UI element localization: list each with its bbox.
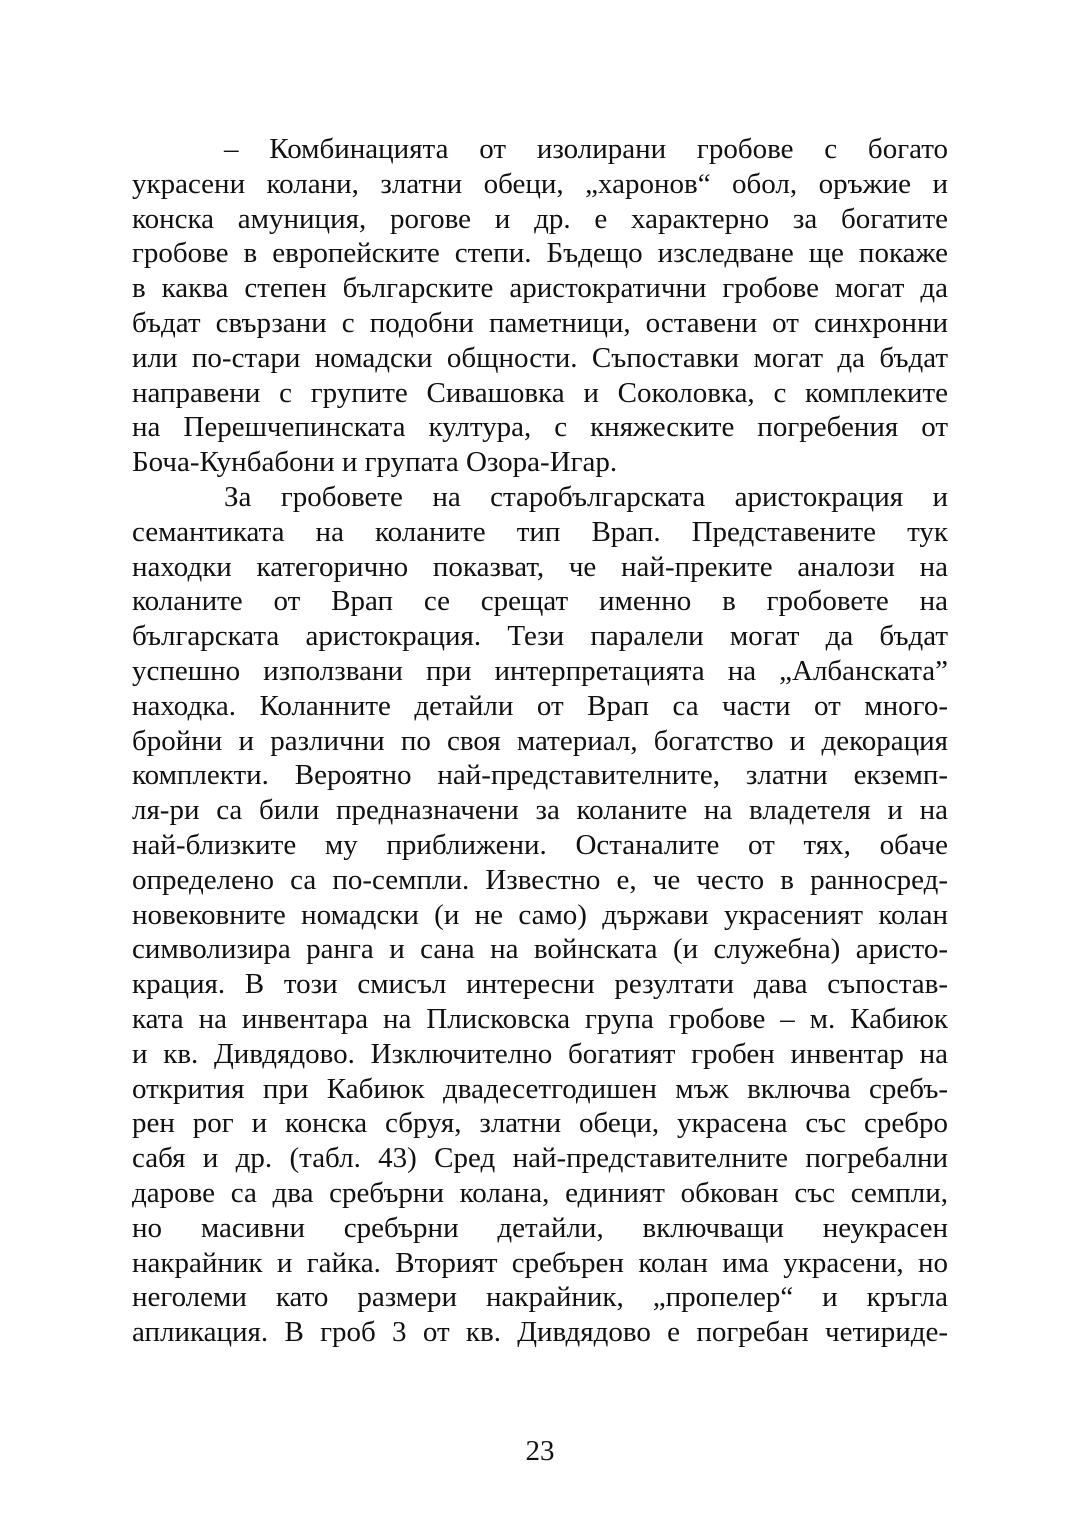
text-line: украсени колани, златни обеци, „харонов“ обол, оръжие и bbox=[132, 167, 948, 200]
text-line: За гробовете на старобългарската аристокрация и bbox=[224, 480, 948, 513]
text-line: и кв. Дивдядово. Изключително богатият гробен инвентар на bbox=[132, 1037, 948, 1070]
text-line: най-близките му приближени. Останалите от тях, обаче bbox=[132, 828, 948, 861]
text-line: ката на инвентара на Плисковска група гробове – м. Кабиюк bbox=[132, 1002, 948, 1035]
body-text bbox=[132, 132, 948, 1350]
text-line: Боча-Кунбабони и групата Озора-Игар. bbox=[132, 446, 618, 479]
text-line: рен рог и конска сбруя, златни обеци, украсена със сребро bbox=[132, 1107, 948, 1140]
text-line: находка. Коланните детайли от Врап са части от много- bbox=[132, 689, 948, 722]
page-number: 23 bbox=[525, 1435, 555, 1467]
text-line: конска амуниция, рогове и др. е характерно за богатите bbox=[132, 202, 948, 235]
text-line: ля-ри са били предназначени за коланите на владетеля и на bbox=[132, 794, 948, 827]
text-line: дарове са два сребърни колана, единият обкован със семпли, bbox=[132, 1176, 948, 1209]
text-line: – Комбинацията от изолирани гробове с богато bbox=[224, 133, 948, 165]
text-line: крация. В този смисъл интересни резултати дава съпостав- bbox=[132, 968, 948, 1001]
text-line: на Перешчепинската култура, с княжеските погребения от bbox=[132, 411, 948, 444]
text-line: бъдат свързани с подобни паметници, оставени от синхронни bbox=[132, 306, 948, 339]
text-line: бройни и различни по своя материал, богатство и декорация bbox=[132, 724, 948, 757]
text-line: новековните номадски (и не само) държави украсеният колан bbox=[132, 898, 948, 931]
text-line: накрайник и гайка. Вторият сребърен колан има украсени, но bbox=[132, 1246, 948, 1279]
text-line: семантиката на коланите тип Врап. Представените тук bbox=[132, 515, 948, 548]
text-line: или по-стари номадски общности. Съпоставки могат да бъдат bbox=[132, 341, 948, 374]
text-line: коланите от Врап се срещат именно в гробовете на bbox=[132, 585, 948, 618]
text-line: гробове в европейските степи. Бъдещо изследване ще покаже bbox=[132, 237, 948, 270]
text-line: комплекти. Вероятно най-представителните, златни екземп- bbox=[132, 759, 948, 792]
text-line: българската аристокрация. Тези паралели могат да бъдат bbox=[132, 620, 948, 653]
text-line: неголеми като размери накрайник, „пропелер“ и кръгла bbox=[132, 1281, 948, 1314]
text-line: в каква степен българските аристократични гробове могат да bbox=[132, 272, 948, 305]
text-line: успешно използвани при интерпретацията на „Албанската” bbox=[132, 654, 948, 687]
text-line: находки категорично показват, че най-преките аналози на bbox=[132, 550, 948, 583]
text-line: символизира ранга и сана на войнската (и служебна) аристо- bbox=[132, 933, 948, 966]
text-line: открития при Кабиюк двадесетгодишен мъж включва сребъ- bbox=[132, 1072, 948, 1105]
text-line: направени с групите Сивашовка и Соколовка, с комплеките bbox=[132, 376, 948, 409]
text-line: сабя и др. (табл. 43) Сред най-представителните погребални bbox=[132, 1142, 948, 1175]
text-line: но масивни сребърни детайли, включващи неукрасен bbox=[132, 1211, 948, 1244]
text-line: апликация. В гроб 3 от кв. Дивдядово е погребан четириде- bbox=[132, 1316, 948, 1349]
text-line: определено са по-семпли. Известно е, че често в ранносред- bbox=[132, 863, 948, 896]
